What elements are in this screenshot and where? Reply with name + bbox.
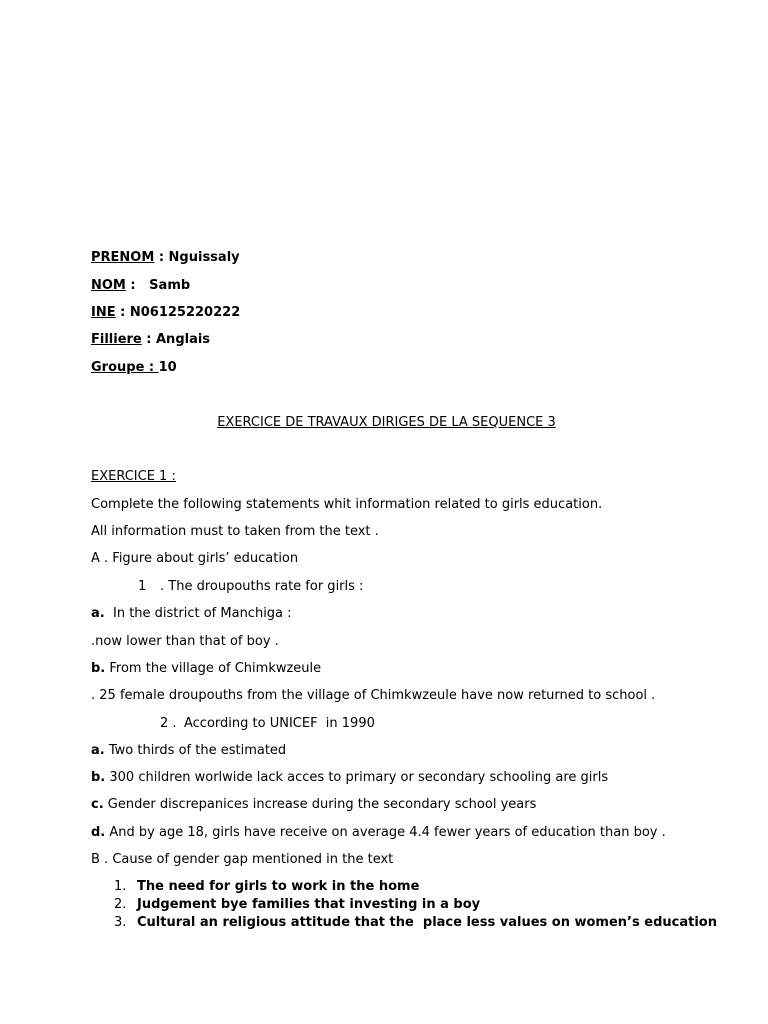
item-1 <box>138 579 363 595</box>
instruction-2: All information must to taken from the text . <box>91 524 379 539</box>
b1-line <box>91 661 321 677</box>
nom-value: : Samb <box>125 278 191 293</box>
c2-label: c. <box>91 797 104 812</box>
a2-text: Two thirds of the estimated <box>104 743 287 758</box>
filliere-value: : Anglais <box>141 332 211 347</box>
item-2 <box>160 716 375 732</box>
b2-line <box>91 770 608 786</box>
section-a-heading: A . Figure about girls’ education <box>91 551 299 566</box>
d2-line <box>91 825 666 841</box>
ine-label: INE <box>91 305 116 320</box>
groupe-value: 10 <box>158 360 177 375</box>
cause-2-text: Judgement bye families that investing in a boy <box>137 897 481 912</box>
prenom-line <box>91 250 240 266</box>
item-2-number: 2 . <box>160 716 177 731</box>
b1-label: b. <box>91 661 106 676</box>
filliere-label: Filliere <box>91 332 142 347</box>
a1-label: a. <box>91 606 105 621</box>
cause-2-number: 2. <box>114 897 127 912</box>
c2-text: Gender discrepanices increase during the secondary school years <box>103 797 537 812</box>
cause-1-text: The need for girls to work in the home <box>137 879 420 894</box>
a2-label: a. <box>91 743 105 758</box>
list-item <box>114 879 419 895</box>
cause-1-number: 1. <box>114 879 127 894</box>
b1-answer: . 25 female droupouths from the village of Chimkwzeule have now returned to school . <box>91 688 656 703</box>
groupe-label: Groupe : <box>91 360 159 375</box>
section-b-heading: B . Cause of gender gap mentioned in the text <box>91 852 394 867</box>
d2-text: And by age 18, girls have receive on average 4.4 fewer years of education than boy . <box>105 825 666 840</box>
nom-line <box>91 278 190 294</box>
item-1-number: 1 <box>138 579 147 594</box>
a2-line <box>91 743 286 759</box>
cause-3-number: 3. <box>114 915 127 930</box>
item-2-text: According to UNICEF in 1990 <box>184 716 375 731</box>
b1-text: From the village of Chimkwzeule <box>105 661 322 676</box>
a1-answer: .now lower than that of boy . <box>91 634 279 649</box>
instruction-1: Complete the following statements whit information related to girls education. <box>91 497 603 512</box>
prenom-value: : Nguissaly <box>154 250 240 265</box>
a1-text: In the district of Manchiga : <box>104 606 292 621</box>
nom-label: NOM <box>91 278 126 293</box>
b2-label: b. <box>91 770 106 785</box>
groupe-line <box>91 360 177 376</box>
exercise-label: EXERCICE 1 : <box>91 469 176 484</box>
d2-label: d. <box>91 825 106 840</box>
a1-line <box>91 606 292 622</box>
b2-text: 300 children worlwide lack acces to primary or secondary schooling are girls <box>105 770 609 785</box>
prenom-label: PRENOM <box>91 250 155 265</box>
item-1-text: . The droupouths rate for girls : <box>160 579 364 594</box>
page-title: EXERCICE DE TRAVAUX DIRIGES DE LA SEQUENCE 3 <box>217 415 556 430</box>
ine-value: : N06125220222 <box>115 305 241 320</box>
ine-line <box>91 305 240 321</box>
list-item <box>114 897 480 913</box>
filliere-line <box>91 332 210 348</box>
cause-3-text: Cultural an religious attitude that the place less values on women’s education <box>137 915 717 930</box>
list-item <box>114 915 717 931</box>
c2-line <box>91 797 536 813</box>
